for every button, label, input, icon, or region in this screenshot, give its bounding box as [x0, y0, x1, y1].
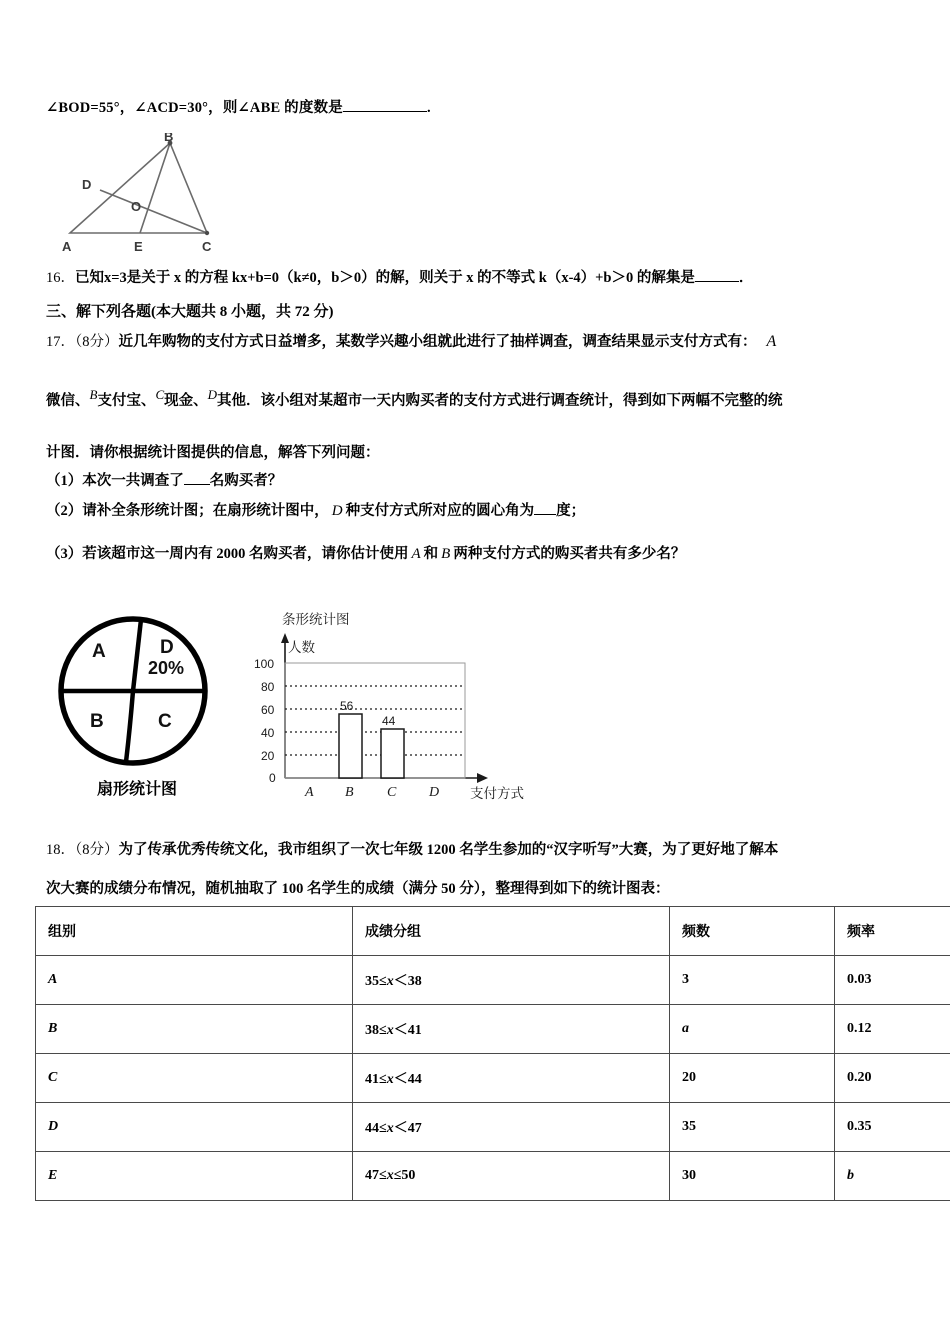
label-a: A: [62, 239, 72, 254]
cell-rate: 0.20: [835, 1054, 950, 1103]
answer-blank[interactable]: [184, 471, 210, 485]
triangle-figure: [52, 133, 242, 258]
question-16: [46, 268, 753, 288]
question-16-number: 16．: [46, 270, 75, 286]
triangle-svg: [52, 133, 242, 258]
answer-blank[interactable]: [534, 501, 556, 515]
x-tick-c: C: [387, 785, 397, 800]
bar-b: [339, 714, 362, 778]
question-17-line-2: [46, 385, 783, 411]
range-op-lo: ≤: [379, 974, 387, 989]
x-tick-b: B: [345, 785, 354, 800]
question-18-score: （8分）: [75, 842, 119, 858]
q17-sub3-mid: 和: [423, 546, 439, 562]
payment-label-a: A: [766, 333, 777, 350]
question-15-statement: ∠BOD=55°，∠ACD=30°，则∠ABE 的度数是: [46, 100, 343, 116]
y-tick-0: 0: [269, 771, 276, 785]
table-row: [36, 1103, 950, 1152]
range-lo: 44: [365, 1121, 379, 1136]
bar-chart-title: 条形统计图: [282, 612, 350, 627]
question-17-text-1: 近几年购物的支付方式日益增多，某数学兴趣小组就此进行了抽样调查，调查结果显示支付方式有：: [118, 334, 757, 350]
header-frequency: 频数: [670, 907, 835, 956]
table-row: [36, 1005, 950, 1054]
bar-c: [381, 729, 404, 778]
pie-chart-svg: [48, 608, 238, 778]
cell-rate: 0.12: [835, 1005, 950, 1054]
q17-l2-part2: 支付宝、: [97, 392, 156, 409]
question-17-sub-3: [46, 544, 685, 564]
range-hi: 50: [401, 1168, 416, 1183]
q17-sub2-part1: （2）请补全条形统计图；在扇形统计图中，: [46, 503, 329, 519]
range-op-lo: ≤: [379, 1023, 387, 1038]
cell-range: 47≤x≤50: [353, 1152, 670, 1201]
q17-l2-part3: 现金、: [164, 392, 208, 409]
payment-label-b-inline: B: [441, 546, 451, 562]
header-rate: 频率: [835, 907, 950, 956]
question-17-line-3: 计图．请你根据统计图提供的信息，解答下列问题：: [46, 445, 380, 461]
q17-sub1-tail: 名购买者？: [209, 473, 283, 489]
header-group: 组别: [36, 907, 353, 956]
question-18-text-1: 为了传承优秀传统文化，我市组织了一次七年级 1200 名学生参加的“汉字听写”大赛，为了更好地了解本: [118, 842, 779, 858]
table-header-row: [36, 907, 950, 956]
cell-group: C: [36, 1054, 353, 1103]
bar-chart-svg: [248, 608, 558, 808]
range-hi: 41: [407, 1023, 422, 1038]
bar-chart-ylabel: 人数: [288, 640, 315, 655]
cell-rate: 0.35: [835, 1103, 950, 1152]
range-lo: 41: [365, 1072, 379, 1087]
q17-sub3-part2: 两种支付方式的购买者共有多少名？: [453, 546, 686, 562]
q17-sub3-part1: （3）若该超市这一周内有 2000 名购买者，请你估计使用: [46, 546, 409, 562]
q17-l2-part1: 微信、: [46, 392, 90, 409]
table-row: [36, 956, 950, 1005]
question-15-text: [46, 98, 431, 118]
cell-rate: b: [835, 1152, 950, 1201]
range-op-lo: ≤: [379, 1072, 387, 1087]
payment-label-a-inline: A: [411, 546, 421, 562]
range-lo: 35: [365, 974, 379, 989]
cell-frequency: 3: [670, 956, 835, 1005]
range-op-hi: ＜: [393, 1121, 408, 1136]
table-row: [36, 1152, 950, 1201]
cell-frequency: a: [670, 1005, 835, 1054]
range-hi: 38: [407, 974, 422, 989]
payment-label-d: D: [207, 387, 218, 402]
cell-range: 44≤x＜47: [353, 1103, 670, 1152]
pie-slice-percent-d: 20%: [148, 658, 185, 678]
range-op-hi: ＜: [393, 1023, 408, 1038]
cell-rate: 0.03: [835, 956, 950, 1005]
range-op-hi: ＜: [393, 1072, 408, 1087]
plot-frame: [285, 663, 465, 778]
range-hi: 47: [407, 1121, 422, 1136]
q17-sub2-part2: 种支付方式所对应的圆心角为: [345, 503, 535, 519]
label-d: D: [82, 177, 92, 192]
label-b: B: [164, 133, 174, 144]
table-row: [36, 1054, 950, 1103]
range-lo: 47: [365, 1168, 379, 1183]
grades-table: [35, 906, 950, 1201]
question-17-line-1: [46, 332, 776, 352]
question-17-number: 17．: [46, 334, 75, 350]
answer-blank[interactable]: [343, 98, 427, 112]
pie-chart-caption: 扇形统计图: [96, 781, 177, 798]
question-18-number: 18．: [46, 842, 75, 858]
y-tick-100: 100: [254, 657, 275, 671]
y-axis-arrow: [281, 633, 289, 643]
bar-value-b: 56: [340, 699, 354, 713]
y-tick-60: 60: [261, 703, 275, 717]
x-axis-arrow: [477, 773, 488, 783]
cell-group: A: [36, 956, 353, 1005]
label-c: C: [202, 239, 212, 254]
pie-slice-label-c: C: [158, 711, 172, 732]
question-16-text: 已知x=3是关于 x 的方程 kx+b=0（k≠0，b＞0）的解，则关于 x 的不等式 k（x-4）+b＞0 的解集是: [75, 270, 695, 286]
y-tick-80: 80: [261, 680, 275, 694]
x-tick-a: A: [305, 785, 314, 800]
bar-chart-figure: [248, 608, 558, 808]
y-tick-20: 20: [261, 749, 275, 763]
cell-frequency: 20: [670, 1054, 835, 1103]
question-16-period: ．: [738, 270, 754, 286]
cell-group: E: [36, 1152, 353, 1201]
grades-table-wrap: [35, 906, 950, 1201]
cell-range: 41≤x＜44: [353, 1054, 670, 1103]
question-17-score: （8分）: [75, 334, 119, 350]
label-e: E: [134, 239, 143, 254]
header-score-range: 成绩分组: [353, 907, 670, 956]
q17-sub2-tail: 度；: [556, 503, 586, 519]
range-op-hi: ≤: [393, 1168, 402, 1183]
cell-group: B: [36, 1005, 353, 1054]
cell-frequency: 35: [670, 1103, 835, 1152]
question-18-line-2: 次大赛的成绩分布情况，随机抽取了 100 名学生的成绩（满分 50 分），整理得到如下的统计图表：: [46, 881, 670, 897]
pie-chart-figure: [48, 608, 238, 808]
range-lo: 38: [365, 1023, 379, 1038]
pie-slice-label-a: A: [92, 641, 106, 662]
segment-dc: [100, 190, 207, 233]
y-tick-40: 40: [261, 726, 275, 740]
x-tick-d: D: [429, 785, 440, 800]
cell-range: 35≤x＜38: [353, 956, 670, 1005]
label-o: O: [131, 199, 142, 214]
range-op-lo: ≤: [379, 1121, 387, 1136]
range-hi: 44: [407, 1072, 422, 1087]
payment-label-b: B: [89, 387, 98, 402]
range-op-hi: ＜: [393, 974, 408, 989]
payment-label-c: C: [155, 387, 165, 402]
question-17-sub-1: [46, 471, 282, 491]
answer-blank[interactable]: [695, 268, 739, 282]
q17-l2-part4: 其他．该小组对某超市一天内购买者的支付方式进行调查统计，得到如下两幅不完整的统: [217, 392, 783, 409]
bar-value-c: 44: [382, 714, 396, 728]
question-18-line-1: [46, 840, 778, 860]
pie-slice-label-d: D: [160, 637, 174, 658]
section-3-heading: 三、解下列各题(本大题共 8 小题，共 72 分): [46, 304, 334, 320]
bar-chart-xlabel: 支付方式: [470, 786, 524, 801]
range-op-lo: ≤: [379, 1168, 387, 1183]
q17-sub1-text: （1）本次一共调查了: [46, 473, 184, 489]
cell-range: 38≤x＜41: [353, 1005, 670, 1054]
pie-slice-label-b: B: [90, 711, 104, 732]
vertex-c-dot: [205, 231, 209, 235]
cell-frequency: 30: [670, 1152, 835, 1201]
question-17-sub-2: [46, 501, 585, 521]
cell-group: D: [36, 1103, 353, 1152]
question-15-period: .: [426, 100, 431, 116]
payment-label-d-inline: D: [331, 503, 343, 519]
